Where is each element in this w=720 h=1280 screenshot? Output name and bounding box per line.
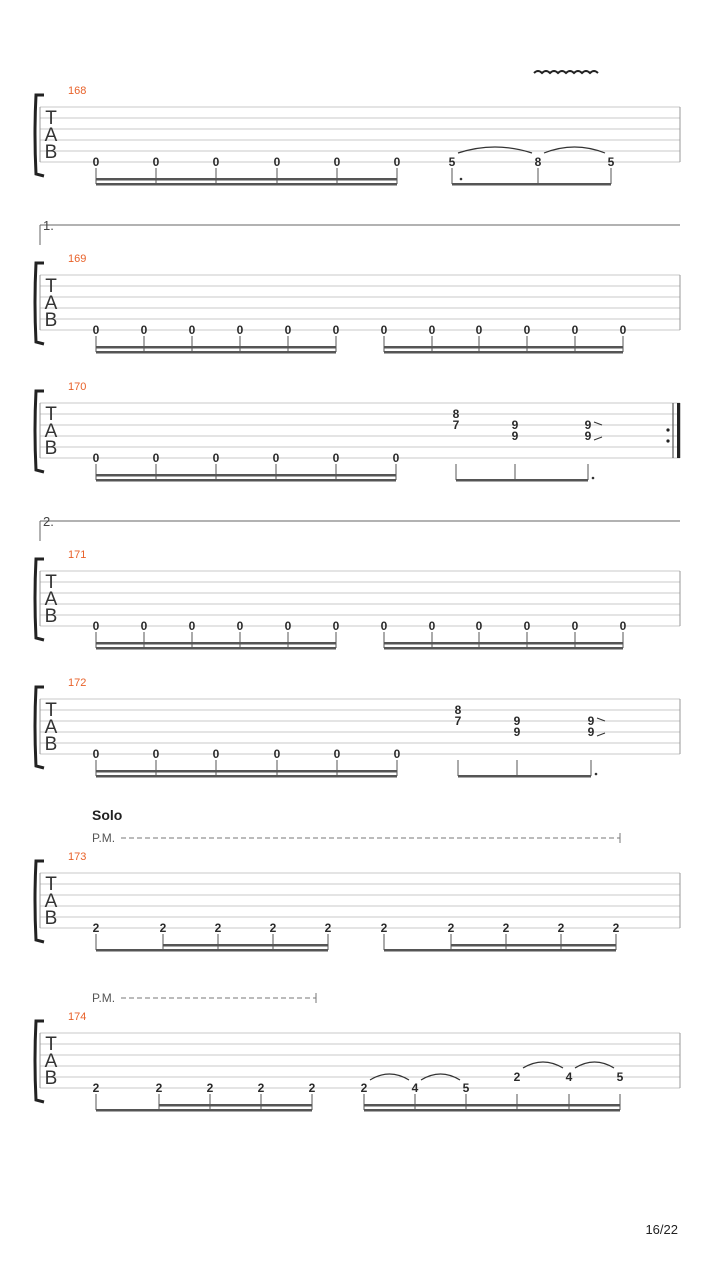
fret-number: 2 (92, 921, 100, 935)
tab-clef-letter: T (45, 276, 57, 297)
fret-number: 9 (511, 429, 519, 443)
fret-number: 0 (152, 451, 160, 465)
fret-number: 0 (428, 323, 436, 337)
tie-arc (523, 1062, 563, 1068)
fret-number: 0 (393, 155, 401, 169)
fret-number: 0 (92, 323, 100, 337)
tab-clef-letter: A (44, 125, 58, 146)
beam (384, 351, 623, 354)
fret-number: 0 (152, 155, 160, 169)
fret-number: 2 (257, 1081, 265, 1095)
tab-clef-letter: T (45, 1034, 57, 1055)
fret-number: 2 (214, 921, 222, 935)
fret-number: 0 (92, 747, 100, 761)
palm-mute-label: P.M. (92, 991, 116, 1005)
fret-number: 0 (212, 451, 220, 465)
fret-number: 0 (523, 323, 531, 337)
tab-clef-letter: B (44, 734, 58, 755)
fret-number: 9 (513, 714, 521, 728)
fret-number: 0 (273, 155, 281, 169)
fret-number: 0 (236, 619, 244, 633)
beam (96, 351, 336, 354)
fret-number: 5 (616, 1070, 624, 1084)
beam (96, 949, 328, 952)
fret-number: 8 (454, 703, 462, 717)
fret-number: 2 (155, 1081, 163, 1095)
tab-clef-letter: T (45, 572, 57, 593)
repeat-dot (666, 439, 669, 442)
fret-number: 9 (513, 725, 521, 739)
fret-number: 0 (236, 323, 244, 337)
tab-clef-letter: B (44, 606, 58, 627)
bar-number: 171 (68, 549, 87, 561)
fret-number: 0 (140, 323, 148, 337)
fret-number: 0 (571, 323, 579, 337)
slide-out (594, 437, 602, 440)
fret-number: 9 (584, 418, 592, 432)
beam (384, 647, 623, 650)
bar-number: 173 (68, 851, 87, 863)
repeat-thick-bar (677, 403, 680, 458)
tab-clef-letter: B (44, 1068, 58, 1089)
fret-number: 0 (212, 747, 220, 761)
fret-number: 9 (511, 418, 519, 432)
beam (96, 346, 336, 349)
fret-number: 5 (448, 155, 456, 169)
bar-number: 170 (68, 381, 87, 393)
tab-clef-letter: T (45, 874, 57, 895)
fret-number: 0 (332, 619, 340, 633)
tie-arc (458, 147, 532, 153)
bar-number: 168 (68, 85, 87, 97)
beam (458, 775, 591, 778)
fret-number: 8 (534, 155, 542, 169)
fret-number: 0 (152, 747, 160, 761)
tab-clef-letter: T (45, 108, 57, 129)
beam-secondary (159, 1104, 312, 1107)
tab-clef-letter: A (44, 589, 58, 610)
fret-number: 0 (571, 619, 579, 633)
fret-number: 0 (273, 747, 281, 761)
fret-number: 2 (360, 1081, 368, 1095)
fret-number: 2 (92, 1081, 100, 1095)
beam (96, 183, 397, 186)
fret-number: 7 (454, 714, 462, 728)
fret-number: 0 (284, 619, 292, 633)
repeat-dot (666, 428, 669, 431)
ending-label: 2. (43, 514, 54, 529)
fret-number: 0 (392, 451, 400, 465)
beam (96, 647, 336, 650)
ending-label: 1. (43, 218, 54, 233)
tab-clef-letter: T (45, 700, 57, 721)
beam (96, 178, 397, 181)
fret-number: 2 (159, 921, 167, 935)
tab-clef-letter: A (44, 421, 58, 442)
fret-number: 0 (380, 619, 388, 633)
tab-clef-letter: A (44, 891, 58, 912)
fret-number: 0 (619, 323, 627, 337)
fret-number: 0 (212, 155, 220, 169)
fret-number: 0 (140, 619, 148, 633)
beam (384, 949, 616, 952)
fret-number: 2 (269, 921, 277, 935)
bar-number: 172 (68, 677, 87, 689)
fret-number: 0 (380, 323, 388, 337)
fret-number: 0 (284, 323, 292, 337)
tab-clef-letter: B (44, 908, 58, 929)
tab-clef-letter: B (44, 310, 58, 331)
fret-number: 0 (333, 747, 341, 761)
fret-number: 5 (607, 155, 615, 169)
vibrato-mark (534, 71, 598, 73)
fret-number: 0 (333, 155, 341, 169)
beam-secondary (364, 1104, 620, 1107)
fret-number: 2 (447, 921, 455, 935)
fret-number: 0 (332, 323, 340, 337)
tie-arc (575, 1062, 614, 1068)
fret-number: 4 (565, 1070, 573, 1084)
beam (96, 775, 397, 778)
beam-secondary (451, 944, 616, 947)
fret-number: 0 (188, 619, 196, 633)
beam (96, 642, 336, 645)
tab-clef-letter: A (44, 717, 58, 738)
beam (96, 1109, 312, 1112)
slide-out (597, 733, 605, 736)
fret-number: 2 (612, 921, 620, 935)
fret-number: 2 (557, 921, 565, 935)
fret-number: 0 (188, 323, 196, 337)
fret-number: 4 (411, 1081, 419, 1095)
fret-number: 0 (92, 619, 100, 633)
fret-number: 2 (308, 1081, 316, 1095)
tab-clef-letter: T (45, 404, 57, 425)
palm-mute-label: P.M. (92, 831, 116, 845)
fret-number: 9 (587, 714, 595, 728)
fret-number: 0 (92, 155, 100, 169)
fret-number: 2 (380, 921, 388, 935)
fret-number: 9 (587, 725, 595, 739)
fret-number: 0 (393, 747, 401, 761)
bar-number: 169 (68, 253, 87, 265)
fret-number: 0 (475, 619, 483, 633)
fret-number: 9 (584, 429, 592, 443)
bar-number: 174 (68, 1011, 87, 1023)
page-number: 16/22 (645, 1222, 678, 1237)
fret-number: 0 (92, 451, 100, 465)
fret-number: 2 (502, 921, 510, 935)
fret-number: 2 (324, 921, 332, 935)
fret-number: 0 (332, 451, 340, 465)
fret-number: 0 (619, 619, 627, 633)
fret-number: 5 (462, 1081, 470, 1095)
fret-number: 0 (428, 619, 436, 633)
beam (96, 770, 397, 773)
fret-number: 0 (272, 451, 280, 465)
beam (456, 479, 588, 482)
beam (452, 183, 611, 186)
fret-number: 8 (452, 407, 460, 421)
beam (364, 1109, 620, 1112)
beam (96, 479, 396, 482)
fret-number: 2 (513, 1070, 521, 1084)
tab-clef-letter: A (44, 293, 58, 314)
dot (592, 477, 595, 480)
tab-clef-letter: B (44, 142, 58, 163)
fret-number: 7 (452, 418, 460, 432)
beam (384, 346, 623, 349)
section-label: Solo (92, 807, 123, 823)
beam-secondary (163, 944, 328, 947)
beam (96, 474, 396, 477)
tab-clef-letter: B (44, 438, 58, 459)
fret-number: 2 (206, 1081, 214, 1095)
dot (460, 178, 463, 181)
dot (595, 773, 598, 776)
tie-arc (544, 147, 605, 153)
fret-number: 0 (523, 619, 531, 633)
beam (384, 642, 623, 645)
tab-clef-letter: A (44, 1051, 58, 1072)
fret-number: 0 (475, 323, 483, 337)
